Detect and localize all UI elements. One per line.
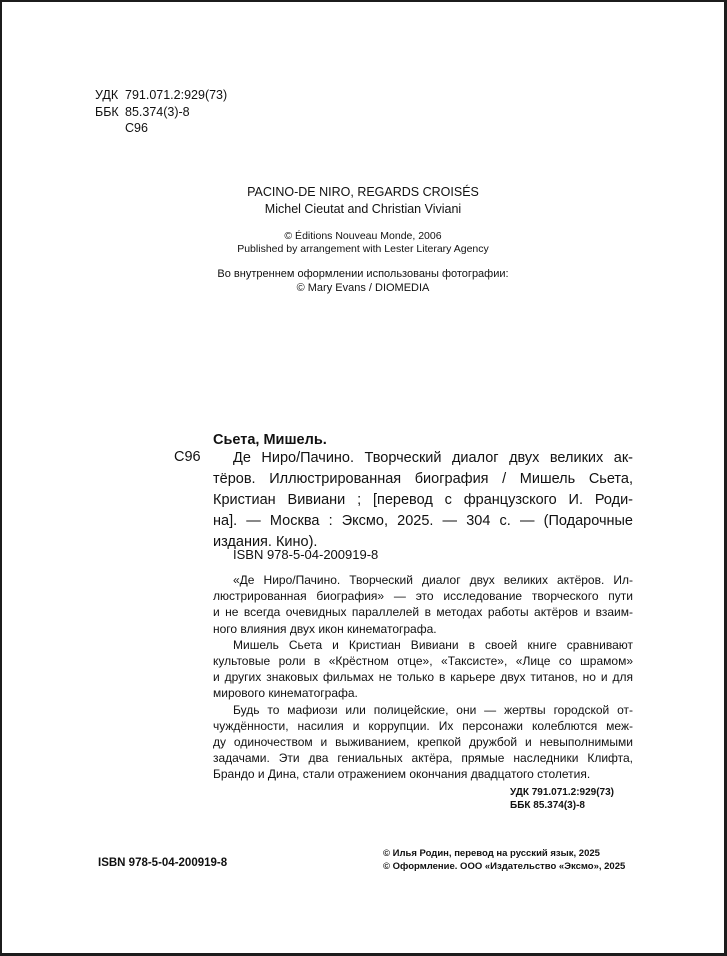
bbk-label: ББК bbox=[95, 104, 119, 119]
catalog-author-heading: Сьета, Мишель. bbox=[213, 432, 327, 448]
photo-credit-block bbox=[2, 267, 724, 295]
original-title: PACINO-DE NIRO, REGARDS CROISÉS bbox=[247, 185, 479, 199]
footer-isbn: ISBN 978-5-04-200919-8 bbox=[98, 857, 228, 869]
original-authors: Michel Cieutat and Christian Viviani bbox=[264, 202, 462, 216]
annotation-line: Брандо и Дина, стали отражением окончания двадцатого столетия. bbox=[213, 767, 591, 782]
bbk-value: 85.374(3)-8 bbox=[125, 104, 190, 119]
biblio-line: Кристиан Вивиани ; [перевод с французского И. Роди- bbox=[213, 492, 633, 508]
catalog-isbn: ISBN 978-5-04-200919-8 bbox=[233, 547, 379, 562]
imprint-page bbox=[2, 2, 724, 953]
bbk-bottom: ББК 85.374(3)-8 bbox=[510, 799, 585, 811]
photo-credit-line-2: © Mary Evans / DIOMEDIA bbox=[296, 282, 430, 294]
catalog-class-code: С96 bbox=[174, 449, 201, 465]
annotation-line: люстрированная биография» — это исследование творческого пути bbox=[213, 589, 633, 604]
original-copyright: © Éditions Nouveau Monde, 2006 bbox=[284, 230, 442, 242]
original-edition-block bbox=[2, 184, 724, 218]
udk-bottom: УДК 791.071.2:929(73) bbox=[510, 787, 615, 798]
biblio-line: на]. — Москва : Эксмо, 2025. — 304 с. — (Подарочные bbox=[213, 513, 633, 529]
annotation-line: ного влияния двух икон кинематографа. bbox=[213, 621, 437, 636]
annotation-line: ду одиночеством и выживанием, крепкой дружбой и невыполнимыми bbox=[213, 734, 633, 749]
annotation-line: Будь то мафиози или полицейские, они — жертвы городской от- bbox=[233, 702, 633, 717]
annotation-line: «Де Ниро/Пачино. Творческий диалог двух великих актёров. Ил- bbox=[233, 573, 633, 587]
classification-codes-bottom bbox=[510, 787, 614, 812]
annotation-line: чуждённости, насилия и коррупции. Их персонажи колеблются меж- bbox=[213, 718, 633, 733]
annotation-line: задачами. Эти два гениальных актёра, прямые наследники Клифта, bbox=[213, 751, 633, 766]
arrangement-note: Published by arrangement with Lester Literary Agency bbox=[237, 243, 489, 255]
copyright-translation: © Илья Родин, перевод на русский язык, 2025 bbox=[383, 848, 600, 859]
biblio-line: Де Ниро/Пачино. Творческий диалог двух великих ак- bbox=[233, 450, 633, 466]
udk-value: 791.071.2:929(73) bbox=[125, 88, 228, 102]
annotation bbox=[213, 572, 633, 782]
udk-label: УДК bbox=[95, 88, 119, 102]
author-sign: С96 bbox=[125, 121, 148, 135]
biblio-line: издания. Кино). bbox=[213, 534, 318, 550]
annotation-line: Мишель Сьета и Кристиан Вивиани в своей книге сравнивают bbox=[233, 637, 633, 652]
original-copyright-block bbox=[2, 230, 724, 256]
annotation-line: мирового кинематографа. bbox=[213, 686, 358, 701]
copyright-design: © Оформление. ООО «Издательство «Эксмо», 2025 bbox=[383, 861, 626, 872]
bibliographic-description bbox=[213, 448, 633, 553]
annotation-line: и других знаковых фильмах не только в карьере двух титанов, но и для bbox=[213, 670, 633, 685]
annotation-line: и не всегда очевидных параллелей в методах работы актёров и взаим- bbox=[213, 605, 633, 620]
annotation-line: культовые роли в «Крёстном отце», «Таксисте», «Лице со шрамом» bbox=[213, 653, 633, 668]
photo-credit-line-1: Во внутреннем оформлении использованы фотографии: bbox=[217, 268, 509, 280]
biblio-line: тёров. Иллюстрированная биография / Мишель Сьета, bbox=[213, 471, 633, 487]
classification-codes-top bbox=[95, 87, 227, 137]
footer-copyrights bbox=[383, 847, 625, 873]
